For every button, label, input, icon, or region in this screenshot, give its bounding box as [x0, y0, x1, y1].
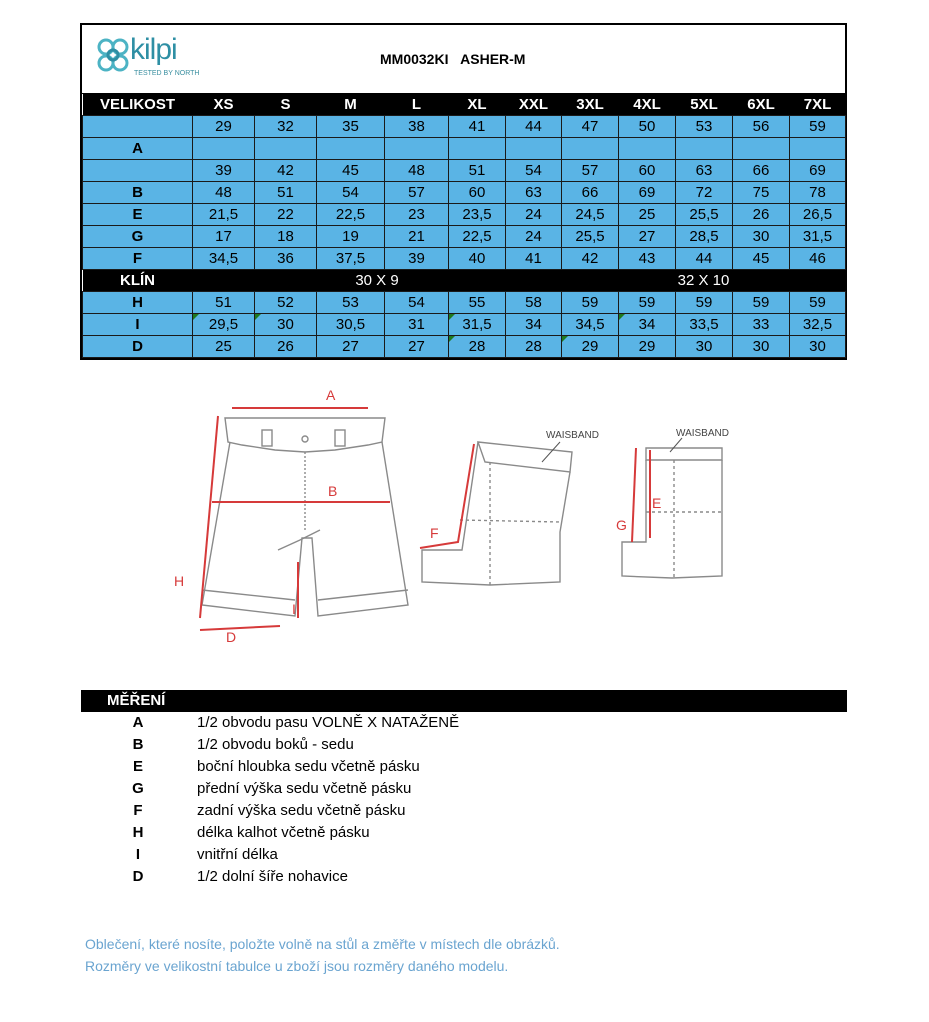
- table-row: [83, 138, 846, 160]
- waistband-pointer-back: [542, 442, 560, 462]
- table-row: [83, 182, 846, 204]
- table-cell: 52: [255, 292, 317, 314]
- legend-key: B: [132, 736, 144, 753]
- waistband-pointer-side: [670, 438, 682, 452]
- table-cell: 41: [506, 248, 562, 270]
- table-cell: 38: [385, 116, 449, 138]
- table-cell: 44: [506, 116, 562, 138]
- size-header: S: [255, 94, 317, 116]
- table-cell: 45: [733, 248, 790, 270]
- table-row: [83, 336, 846, 358]
- table-cell: 35: [317, 116, 385, 138]
- table-row: [83, 204, 846, 226]
- table-cell: 24,5: [562, 204, 619, 226]
- row-label: [83, 116, 193, 138]
- table-row: [83, 248, 846, 270]
- table-cell: 33,5: [676, 314, 733, 336]
- table-cell: 57: [562, 160, 619, 182]
- table-cell: 25: [193, 336, 255, 358]
- legend-text: 1/2 dolní šíře nohavice: [197, 868, 348, 885]
- table-cell: 54: [506, 160, 562, 182]
- size-header: XXL: [506, 94, 562, 116]
- table-cell: 54: [317, 182, 385, 204]
- row-label: [83, 160, 193, 182]
- table-cell: 48: [385, 160, 449, 182]
- table-cell: 66: [733, 160, 790, 182]
- row-label: H: [83, 292, 193, 314]
- table-cell: 22: [255, 204, 317, 226]
- table-cell: 53: [676, 116, 733, 138]
- legend-text: 1/2 obvodu boků - sedu: [197, 736, 354, 753]
- table-cell: 21,5: [193, 204, 255, 226]
- table-cell: 30: [733, 336, 790, 358]
- size-header: XS: [193, 94, 255, 116]
- row-label: E: [83, 204, 193, 226]
- chart-header: [82, 25, 845, 94]
- table-cell: 29: [619, 336, 676, 358]
- side-measure-lines: [632, 448, 650, 542]
- table-cell: 58: [506, 292, 562, 314]
- back-measure-lines: [420, 444, 474, 548]
- table-cell: 28,5: [676, 226, 733, 248]
- table-cell: 59: [619, 292, 676, 314]
- table-cell: 34: [506, 314, 562, 336]
- table-cell: 51: [449, 160, 506, 182]
- table-cell: 30: [676, 336, 733, 358]
- table-cell: 37,5: [317, 248, 385, 270]
- table-cell: 23,5: [449, 204, 506, 226]
- size-header: XL: [449, 94, 506, 116]
- table-cell: 29: [193, 116, 255, 138]
- table-cell: 40: [449, 248, 506, 270]
- measurement-legend: [81, 690, 847, 888]
- table-cell: 72: [676, 182, 733, 204]
- row-label: I: [83, 314, 193, 336]
- table-row: [83, 292, 846, 314]
- table-cell: [449, 138, 506, 160]
- table-cell: 31: [385, 314, 449, 336]
- instruction-line-2: Rozměry ve velikostní tabulce u zboží jsou rozměry daného modelu.: [85, 958, 509, 974]
- product-code: MM0032KI: [380, 51, 449, 67]
- legend-item: [81, 756, 847, 778]
- shorts-side-drawing: [622, 448, 722, 578]
- table-cell: 21: [385, 226, 449, 248]
- klin-row: [83, 270, 846, 292]
- legend-item: [81, 712, 847, 734]
- table-cell: 34,5: [193, 248, 255, 270]
- table-cell: 69: [619, 182, 676, 204]
- table-cell: 57: [385, 182, 449, 204]
- table-cell: 25,5: [562, 226, 619, 248]
- size-table: [82, 94, 846, 358]
- table-cell: 45: [317, 160, 385, 182]
- table-cell: 26: [733, 204, 790, 226]
- legend-title: MĚŘENÍ: [81, 690, 847, 712]
- table-cell: 41: [449, 116, 506, 138]
- legend-key: E: [132, 758, 143, 775]
- shorts-front-drawing: [202, 418, 408, 616]
- table-cell: 48: [193, 182, 255, 204]
- legend-text: 1/2 obvodu pasu VOLNĚ X NATAŽENĚ: [197, 714, 460, 731]
- table-cell: 27: [619, 226, 676, 248]
- row-label: D: [83, 336, 193, 358]
- waistband-label-back: WAISBAND: [546, 430, 599, 441]
- table-cell: 22,5: [317, 204, 385, 226]
- table-cell: 42: [562, 248, 619, 270]
- table-cell: [385, 138, 449, 160]
- table-cell: 51: [255, 182, 317, 204]
- table-cell: 32,5: [790, 314, 846, 336]
- table-row: [83, 160, 846, 182]
- table-cell: 59: [790, 292, 846, 314]
- row-label: A: [83, 138, 193, 160]
- table-cell: 51: [193, 292, 255, 314]
- legend-item: [81, 734, 847, 756]
- legend-text: přední výška sedu včetně pásku: [197, 780, 412, 797]
- label-b: B: [328, 483, 338, 499]
- label-g: G: [616, 517, 627, 533]
- legend-text: zadní výška sedu včetně pásku: [197, 802, 406, 819]
- table-cell: 55: [449, 292, 506, 314]
- table-cell: 60: [449, 182, 506, 204]
- size-chart: [80, 23, 847, 360]
- size-header: 4XL: [619, 94, 676, 116]
- table-cell: 39: [385, 248, 449, 270]
- table-cell: 60: [619, 160, 676, 182]
- shorts-back-drawing: [422, 442, 572, 585]
- table-cell: 18: [255, 226, 317, 248]
- table-cell: 78: [790, 182, 846, 204]
- table-cell: 27: [317, 336, 385, 358]
- table-cell: 30,5: [317, 314, 385, 336]
- table-cell: 17: [193, 226, 255, 248]
- table-cell: [790, 138, 846, 160]
- table-cell: 42: [255, 160, 317, 182]
- legend-key: F: [133, 802, 143, 819]
- table-cell: 26,5: [790, 204, 846, 226]
- table-cell: 36: [255, 248, 317, 270]
- table-row: [83, 116, 846, 138]
- klin-small: 30 X 9: [193, 270, 562, 292]
- front-measure-labels: [174, 387, 337, 645]
- table-cell: 47: [562, 116, 619, 138]
- label-d: D: [226, 629, 237, 645]
- table-cell: 75: [733, 182, 790, 204]
- table-cell: 43: [619, 248, 676, 270]
- table-cell: 23: [385, 204, 449, 226]
- table-cell: 29,5: [193, 314, 255, 336]
- table-cell: 27: [385, 336, 449, 358]
- table-cell: 25: [619, 204, 676, 226]
- table-cell: 46: [790, 248, 846, 270]
- product-name: ASHER-M: [460, 51, 526, 67]
- table-cell: [317, 138, 385, 160]
- kilpi-logo-icon: [94, 35, 134, 79]
- label-i: I: [292, 601, 296, 617]
- legend-text: boční hloubka sedu včetně pásku: [197, 758, 420, 775]
- table-cell: 53: [317, 292, 385, 314]
- table-cell: 30: [733, 226, 790, 248]
- table-cell: 34: [619, 314, 676, 336]
- table-cell: 25,5: [676, 204, 733, 226]
- table-cell: 34,5: [562, 314, 619, 336]
- size-header: 5XL: [676, 94, 733, 116]
- legend-key: G: [132, 780, 144, 797]
- table-cell: 66: [562, 182, 619, 204]
- table-row: [83, 226, 846, 248]
- label-a: A: [326, 387, 336, 403]
- legend-key: D: [132, 868, 144, 885]
- table-cell: 33: [733, 314, 790, 336]
- legend-key: I: [135, 846, 141, 863]
- legend-item: [81, 866, 847, 888]
- legend-item: [81, 800, 847, 822]
- table-cell: 26: [255, 336, 317, 358]
- table-cell: 22,5: [449, 226, 506, 248]
- table-cell: 59: [790, 116, 846, 138]
- table-cell: 69: [790, 160, 846, 182]
- table-cell: 63: [676, 160, 733, 182]
- table-cell: 59: [733, 292, 790, 314]
- klin-label: KLÍN: [83, 270, 193, 292]
- size-header: L: [385, 94, 449, 116]
- size-header: 3XL: [562, 94, 619, 116]
- brand-name: kilpi: [130, 33, 177, 66]
- size-header: M: [317, 94, 385, 116]
- table-cell: 24: [506, 226, 562, 248]
- table-cell: 28: [506, 336, 562, 358]
- table-cell: 59: [676, 292, 733, 314]
- klin-large: 32 X 10: [562, 270, 846, 292]
- table-cell: 30: [790, 336, 846, 358]
- size-header-row: [83, 94, 846, 116]
- table-cell: [619, 138, 676, 160]
- legend-item: [81, 844, 847, 866]
- table-cell: [255, 138, 317, 160]
- table-row: [83, 314, 846, 336]
- table-cell: 19: [317, 226, 385, 248]
- measurement-diagram: [160, 380, 750, 650]
- table-cell: 50: [619, 116, 676, 138]
- waistband-label-side: WAISBAND: [676, 428, 729, 439]
- legend-key: H: [132, 824, 144, 841]
- table-cell: 39: [193, 160, 255, 182]
- size-header: 6XL: [733, 94, 790, 116]
- table-cell: 63: [506, 182, 562, 204]
- table-cell: 29: [562, 336, 619, 358]
- brand-tagline: TESTED BY NORTH: [134, 70, 200, 77]
- table-cell: 24: [506, 204, 562, 226]
- table-cell: [676, 138, 733, 160]
- table-cell: 32: [255, 116, 317, 138]
- label-e: E: [652, 495, 662, 511]
- table-cell: 31,5: [790, 226, 846, 248]
- table-cell: [506, 138, 562, 160]
- table-cell: [733, 138, 790, 160]
- instruction-line-1: Oblečení, které nosíte, položte volně na stůl a změřte v místech dle obrázků.: [85, 936, 560, 952]
- table-cell: 28: [449, 336, 506, 358]
- table-cell: [562, 138, 619, 160]
- velikost-label: VELIKOST: [83, 94, 193, 116]
- legend-key: A: [132, 714, 144, 731]
- table-cell: 30: [255, 314, 317, 336]
- label-h: H: [174, 573, 185, 589]
- table-cell: [193, 138, 255, 160]
- table-cell: 54: [385, 292, 449, 314]
- legend-item: [81, 778, 847, 800]
- table-cell: 44: [676, 248, 733, 270]
- legend-text: vnitřní délka: [197, 846, 278, 863]
- table-cell: 59: [562, 292, 619, 314]
- table-cell: 31,5: [449, 314, 506, 336]
- size-header: 7XL: [790, 94, 846, 116]
- legend-text: délka kalhot včetně pásku: [197, 824, 370, 841]
- label-f: F: [430, 525, 439, 541]
- legend-item: [81, 822, 847, 844]
- row-label: F: [83, 248, 193, 270]
- row-label: B: [83, 182, 193, 204]
- instructions: [85, 933, 560, 977]
- table-cell: 56: [733, 116, 790, 138]
- row-label: G: [83, 226, 193, 248]
